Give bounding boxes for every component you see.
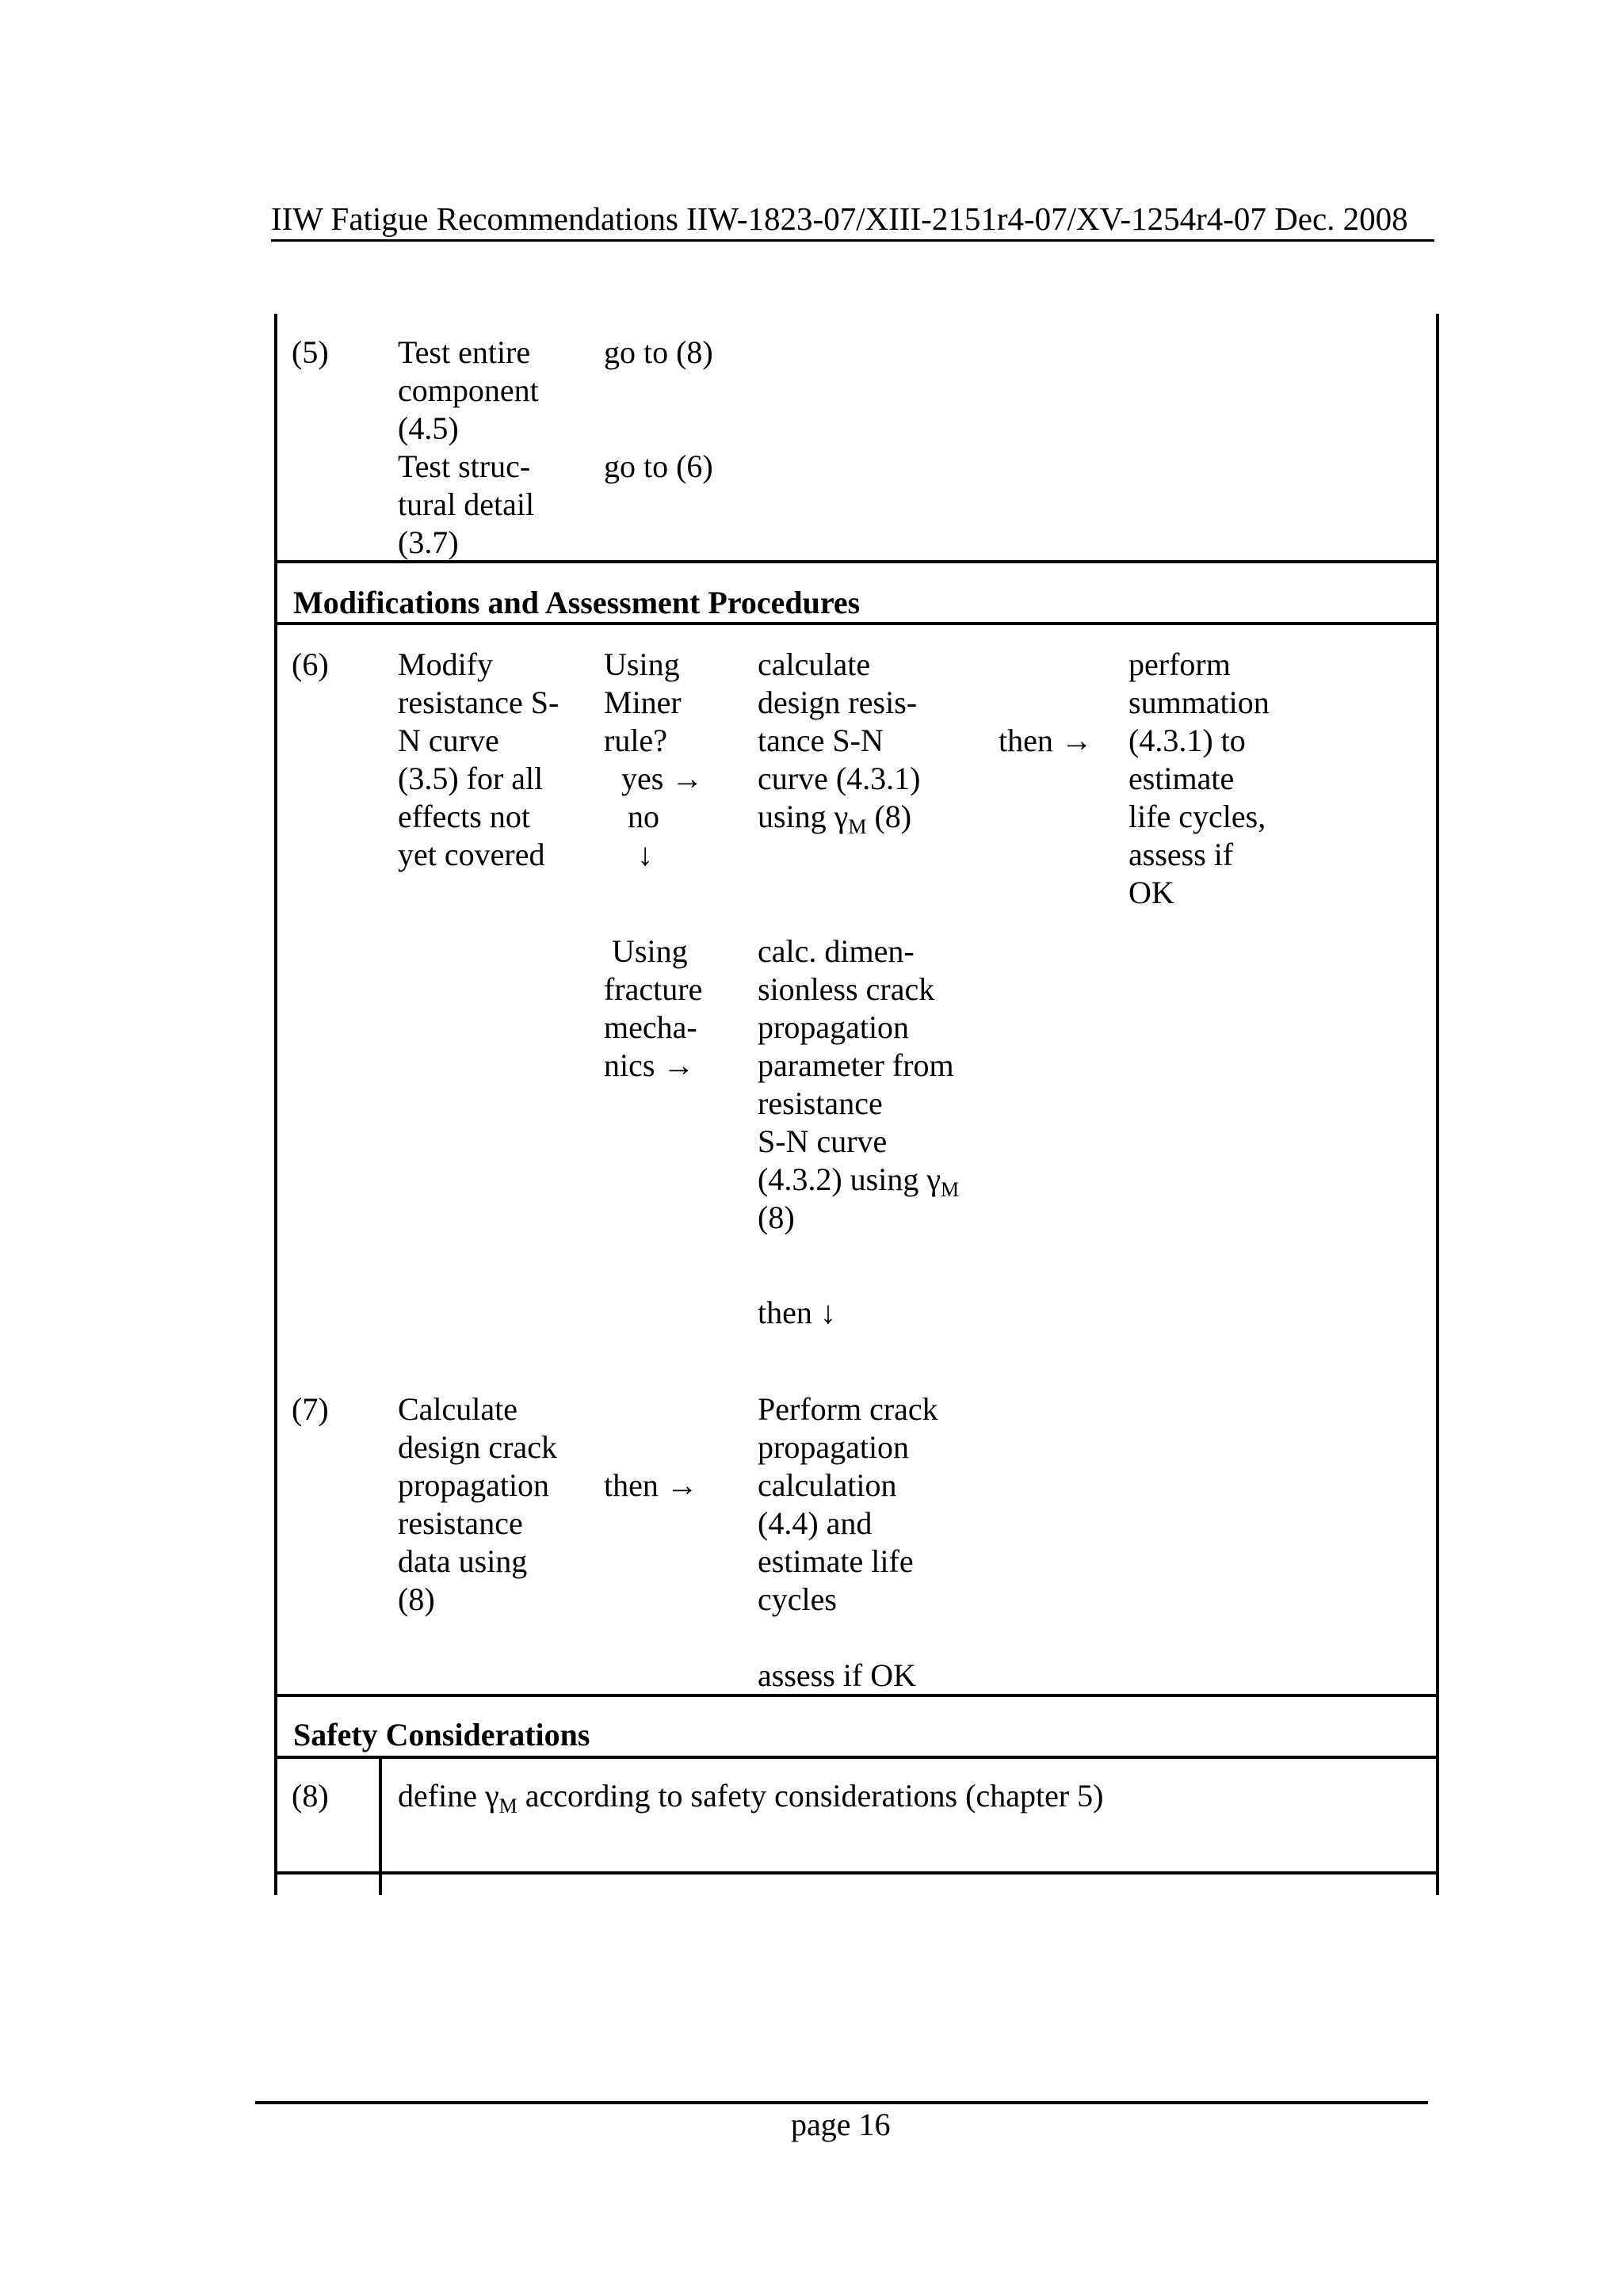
perform-line: estimate — [1128, 761, 1235, 796]
rule-after-safety-heading — [274, 1756, 1439, 1759]
frac-calc-line: resistance — [758, 1085, 883, 1121]
header-rule — [271, 239, 1434, 242]
row6-then-arrow: then → — [999, 723, 1093, 758]
row6-perform-summation — [1128, 646, 1270, 912]
frac-calc-line: propagation — [758, 1009, 910, 1045]
calc-line-gamma: using $\gamma_M$ (8) — [758, 799, 912, 838]
perform-line: OK — [1128, 875, 1174, 910]
row5-desc-line: component — [398, 372, 539, 408]
calc-line: design resis- — [758, 685, 918, 720]
row7-perform-line: cycles — [758, 1581, 837, 1617]
perform-line: (4.3.1) to — [1128, 723, 1246, 758]
calc-line: calculate — [758, 646, 871, 682]
row5-goto-6: go to (6) — [604, 448, 713, 484]
row6-desc — [398, 646, 559, 874]
row6-desc-line: yet covered — [398, 837, 545, 872]
frac-calc-line: parameter from — [758, 1047, 954, 1083]
row7-perform-line: propagation — [758, 1429, 910, 1465]
miner-no: no — [628, 799, 659, 834]
row7-desc — [398, 1390, 557, 1619]
row5-goto-8: go to (8) — [604, 334, 713, 370]
row5-desc — [398, 334, 539, 562]
row7-assess: assess if OK — [758, 1657, 916, 1693]
row7-desc-line: resistance — [398, 1505, 523, 1541]
section-heading-safety: Safety Considerations — [293, 1717, 590, 1753]
fracture-line: mecha- — [604, 1009, 697, 1045]
row6-desc-line: resistance S- — [398, 685, 559, 720]
table-right-border — [1436, 314, 1439, 1895]
row6-then-down: then ↓ — [758, 1295, 836, 1330]
row5-desc-line: tural detail — [398, 486, 535, 522]
row7-number: (7) — [292, 1391, 329, 1427]
row5-number: (5) — [292, 334, 329, 370]
perform-line: life cycles, — [1128, 799, 1266, 834]
page-number: page 16 — [791, 2107, 891, 2142]
calc-line: tance S-N — [758, 723, 884, 758]
miner-line: Miner — [604, 685, 682, 720]
row5-desc-line: Test entire — [398, 334, 531, 370]
frac-calc-line: (8) — [758, 1199, 795, 1235]
perform-line: assess if — [1128, 837, 1234, 872]
miner-line: Using — [604, 646, 680, 682]
row6-fracture-mechanics — [604, 933, 702, 1085]
row7-desc-line: (8) — [398, 1581, 435, 1617]
row7-desc-line: design crack — [398, 1429, 558, 1465]
row6-desc-line: effects not — [398, 799, 530, 834]
row8-text: define $\gamma_M$ according to safety considerations (chapter 5) — [398, 1778, 1104, 1817]
row7-perform-crack — [758, 1390, 938, 1619]
row7-perform-line: (4.4) and — [758, 1505, 873, 1541]
row7-desc-line: Calculate — [398, 1391, 518, 1427]
row7-perform-line: Perform crack — [758, 1391, 938, 1427]
arrow-down-icon: ↓ — [637, 837, 653, 872]
row8-number: (8) — [292, 1778, 329, 1814]
row7-then-arrow: then → — [604, 1467, 698, 1503]
table-left-border — [274, 314, 277, 1895]
miner-yes: yes → — [621, 761, 704, 796]
row6-number: (6) — [292, 646, 329, 682]
fracture-line: nics → — [604, 1047, 695, 1083]
frac-calc-line: calc. dimen- — [758, 933, 915, 969]
row5-desc-line: (3.7) — [398, 524, 459, 560]
fracture-line: fracture — [604, 971, 703, 1007]
row7-perform-line: calculation — [758, 1467, 897, 1503]
row7-desc-line: data using — [398, 1543, 528, 1579]
row6-desc-line: (3.5) for all — [398, 761, 544, 796]
calc-line: curve (4.3.1) — [758, 761, 921, 796]
row6-desc-line: N curve — [398, 723, 499, 758]
rule-after-mod-heading — [274, 622, 1439, 625]
row6-calc-design — [758, 646, 920, 836]
row7-perform-line: estimate life — [758, 1543, 914, 1579]
table-bottom-border — [274, 1871, 1439, 1875]
frac-calc-line: S-N curve — [758, 1123, 888, 1159]
row6-desc-line: Modify — [398, 646, 493, 682]
row6-calc-dimensionless — [758, 933, 959, 1237]
row5-desc-line: (4.5) — [398, 410, 459, 446]
row6-miner-question — [604, 646, 703, 874]
fracture-line: Using — [612, 933, 688, 969]
perform-line: perform — [1128, 646, 1231, 682]
page-header-title: IIW Fatigue Recommendations IIW-1823-07/XIII-2151r4-07/XV-1254r4-07 Dec. 2008 — [271, 200, 1408, 237]
section-heading-modifications: Modifications and Assessment Procedures — [293, 585, 861, 620]
footer-rule — [255, 2101, 1428, 2104]
miner-line: rule? — [604, 723, 667, 758]
row5-desc-line: Test struc- — [398, 448, 531, 484]
row7-desc-line: propagation — [398, 1467, 550, 1503]
frac-calc-line: sionless crack — [758, 971, 935, 1007]
perform-line: summation — [1128, 685, 1270, 720]
frac-calc-line-gamma: (4.3.2) using $\gamma_M$ — [758, 1161, 960, 1201]
